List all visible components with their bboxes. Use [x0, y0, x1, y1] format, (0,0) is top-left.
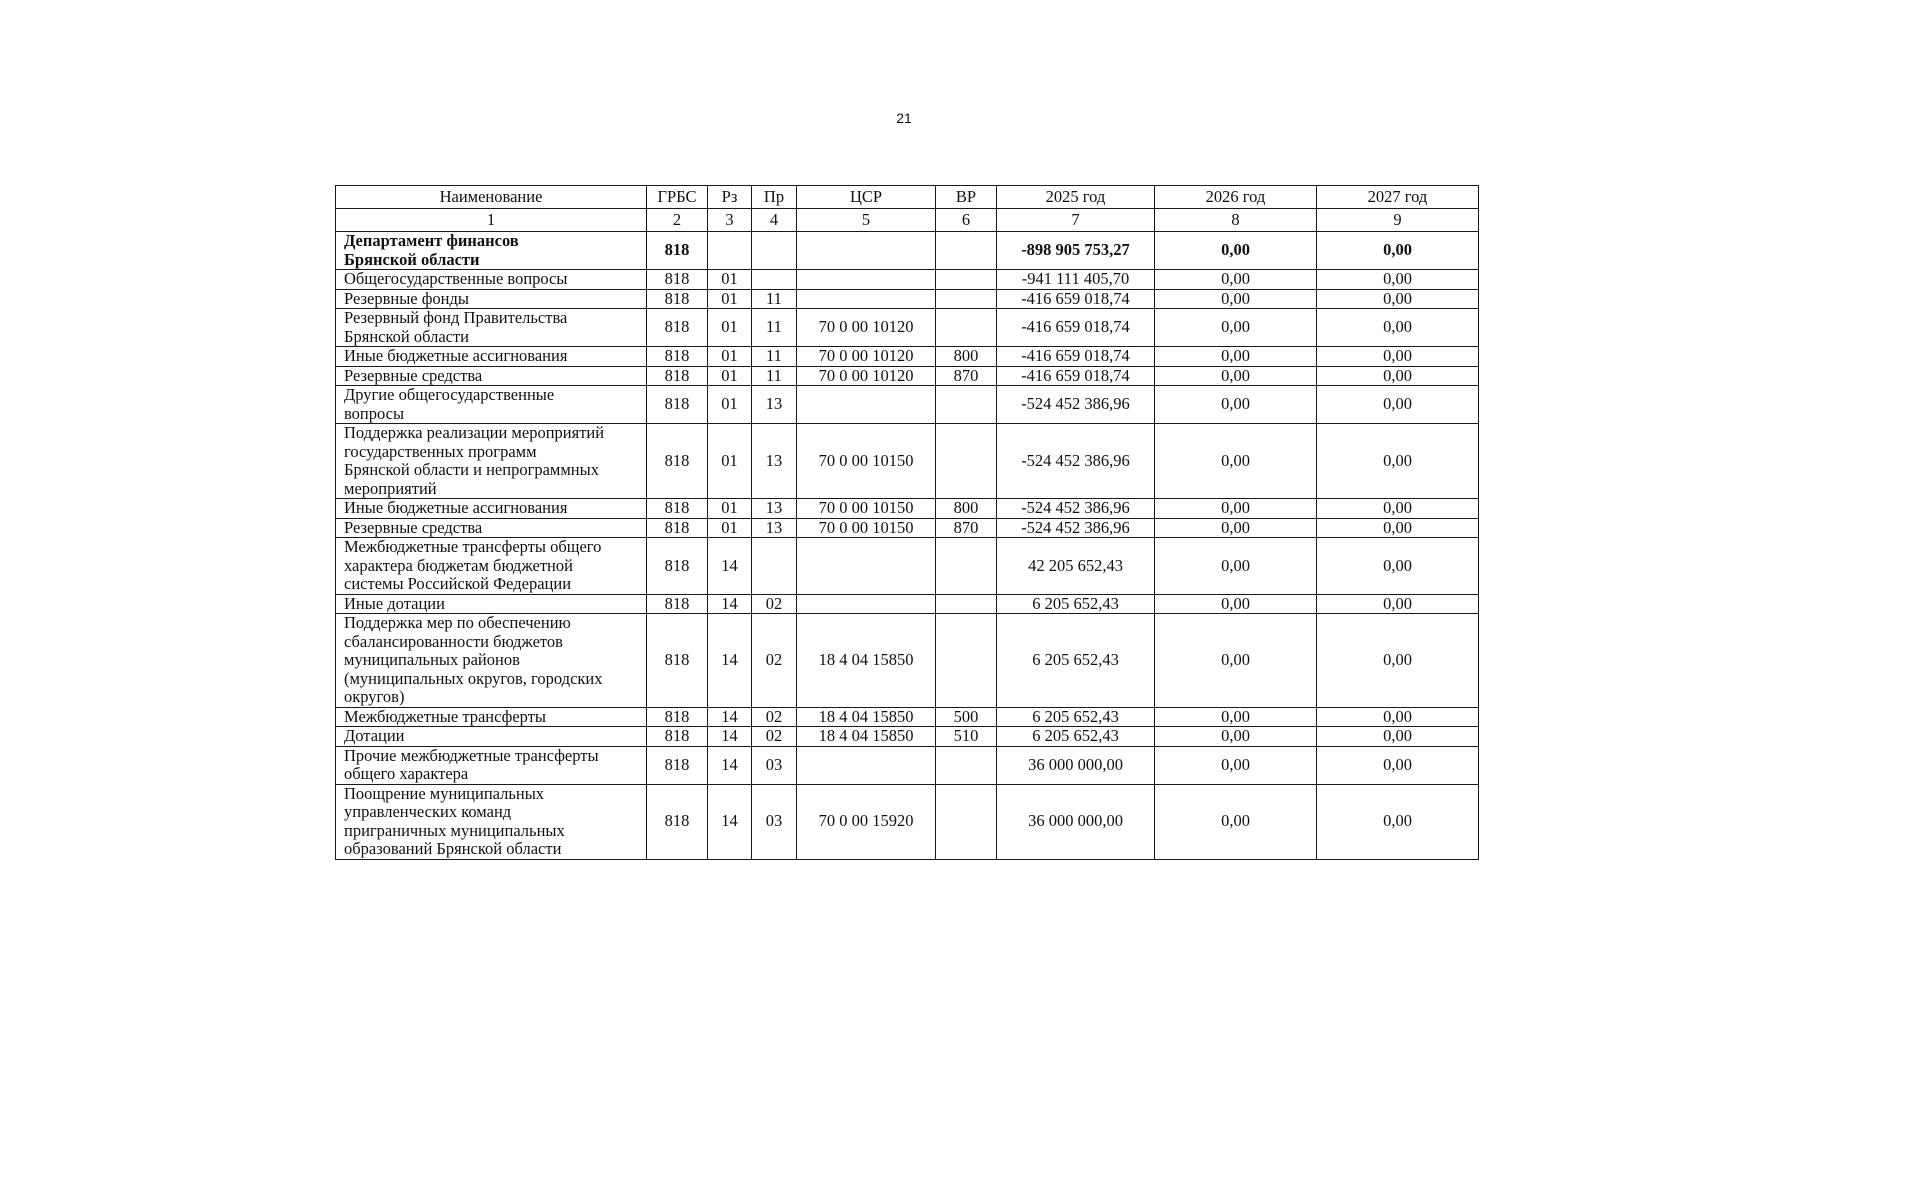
vr-cell: 800	[936, 499, 997, 519]
table-row	[336, 499, 1479, 519]
amount-2026-cell: 0,00	[1155, 727, 1317, 747]
csr-cell: 70 0 00 10120	[797, 309, 936, 347]
amount-2025-cell: -416 659 018,74	[997, 347, 1155, 367]
amount-2027-cell: 0,00	[1317, 614, 1479, 708]
vr-cell	[936, 746, 997, 784]
amount-2027-cell: 0,00	[1317, 309, 1479, 347]
name-cell: Иные дотации	[336, 594, 647, 614]
amount-2026-cell: 0,00	[1155, 232, 1317, 270]
grbs-cell: 818	[647, 424, 708, 499]
amount-2027-cell: 0,00	[1317, 289, 1479, 309]
amount-2025-cell: -941 111 405,70	[997, 270, 1155, 290]
grbs-cell: 818	[647, 386, 708, 424]
table-row	[336, 424, 1479, 499]
rz-cell: 14	[708, 707, 752, 727]
table-row	[336, 289, 1479, 309]
grbs-cell: 818	[647, 614, 708, 708]
pr-cell: 02	[752, 727, 797, 747]
header-cell: 2027 год	[1317, 186, 1479, 209]
amount-2026-cell: 0,00	[1155, 309, 1317, 347]
rz-cell: 14	[708, 538, 752, 595]
vr-cell	[936, 424, 997, 499]
amount-2025-cell: -416 659 018,74	[997, 366, 1155, 386]
table-body	[336, 186, 1479, 860]
pr-cell: 13	[752, 518, 797, 538]
amount-2025-cell: -416 659 018,74	[997, 309, 1155, 347]
amount-2025-cell: 36 000 000,00	[997, 784, 1155, 859]
table-row	[336, 347, 1479, 367]
amount-2027-cell: 0,00	[1317, 518, 1479, 538]
vr-cell	[936, 784, 997, 859]
rz-cell: 01	[708, 270, 752, 290]
column-number-cell: 1	[336, 209, 647, 232]
grbs-cell: 818	[647, 518, 708, 538]
header-cell: Наименование	[336, 186, 647, 209]
amount-2025-cell: 36 000 000,00	[997, 746, 1155, 784]
rz-cell: 01	[708, 386, 752, 424]
csr-cell	[797, 538, 936, 595]
vr-cell: 870	[936, 518, 997, 538]
rz-cell: 14	[708, 727, 752, 747]
pr-cell	[752, 232, 797, 270]
amount-2025-cell: -524 452 386,96	[997, 386, 1155, 424]
amount-2027-cell: 0,00	[1317, 784, 1479, 859]
rz-cell: 01	[708, 289, 752, 309]
pr-cell	[752, 538, 797, 595]
csr-cell: 70 0 00 10150	[797, 499, 936, 519]
amount-2027-cell: 0,00	[1317, 538, 1479, 595]
amount-2027-cell: 0,00	[1317, 232, 1479, 270]
rz-cell: 14	[708, 614, 752, 708]
csr-cell: 70 0 00 10150	[797, 424, 936, 499]
pr-cell: 13	[752, 499, 797, 519]
table-row	[336, 518, 1479, 538]
table-row	[336, 707, 1479, 727]
grbs-cell: 818	[647, 538, 708, 595]
amount-2027-cell: 0,00	[1317, 727, 1479, 747]
amount-2026-cell: 0,00	[1155, 499, 1317, 519]
vr-cell: 510	[936, 727, 997, 747]
amount-2027-cell: 0,00	[1317, 270, 1479, 290]
vr-cell	[936, 270, 997, 290]
grbs-cell: 818	[647, 232, 708, 270]
vr-cell: 870	[936, 366, 997, 386]
amount-2025-cell: 6 205 652,43	[997, 727, 1155, 747]
column-number-cell: 9	[1317, 209, 1479, 232]
amount-2027-cell: 0,00	[1317, 594, 1479, 614]
page-number: 21	[896, 110, 912, 126]
amount-2026-cell: 0,00	[1155, 366, 1317, 386]
amount-2025-cell: -898 905 753,27	[997, 232, 1155, 270]
name-cell: Резервный фонд Правительства Брянской области	[336, 309, 647, 347]
pr-cell: 13	[752, 386, 797, 424]
rz-cell: 14	[708, 784, 752, 859]
name-cell: Иные бюджетные ассигнования	[336, 347, 647, 367]
name-cell: Общегосударственные вопросы	[336, 270, 647, 290]
amount-2027-cell: 0,00	[1317, 499, 1479, 519]
vr-cell: 800	[936, 347, 997, 367]
grbs-cell: 818	[647, 270, 708, 290]
amount-2026-cell: 0,00	[1155, 594, 1317, 614]
table-row	[336, 727, 1479, 747]
table-row	[336, 538, 1479, 595]
grbs-cell: 818	[647, 289, 708, 309]
amount-2025-cell: 6 205 652,43	[997, 707, 1155, 727]
name-cell: Поддержка мер по обеспечению сбалансированности бюджетов муниципальных районов (муниципальных округов, городских округов)	[336, 614, 647, 708]
pr-cell: 02	[752, 614, 797, 708]
amount-2026-cell: 0,00	[1155, 424, 1317, 499]
pr-cell: 03	[752, 746, 797, 784]
table-row	[336, 366, 1479, 386]
amount-2026-cell: 0,00	[1155, 538, 1317, 595]
column-number-cell: 2	[647, 209, 708, 232]
pr-cell: 03	[752, 784, 797, 859]
name-cell: Другие общегосударственные вопросы	[336, 386, 647, 424]
grbs-cell: 818	[647, 309, 708, 347]
header-cell: 2025 год	[997, 186, 1155, 209]
amount-2025-cell: -524 452 386,96	[997, 424, 1155, 499]
grbs-cell: 818	[647, 594, 708, 614]
csr-cell: 70 0 00 10150	[797, 518, 936, 538]
table-row	[336, 309, 1479, 347]
csr-cell: 70 0 00 10120	[797, 366, 936, 386]
vr-cell	[936, 386, 997, 424]
pr-cell: 13	[752, 424, 797, 499]
pr-cell: 11	[752, 366, 797, 386]
grbs-cell: 818	[647, 499, 708, 519]
rz-cell: 01	[708, 366, 752, 386]
name-cell: Дотации	[336, 727, 647, 747]
amount-2027-cell: 0,00	[1317, 386, 1479, 424]
vr-cell	[936, 289, 997, 309]
csr-cell: 18 4 04 15850	[797, 707, 936, 727]
csr-cell	[797, 270, 936, 290]
csr-cell	[797, 386, 936, 424]
amount-2027-cell: 0,00	[1317, 347, 1479, 367]
name-cell: Департамент финансов Брянской области	[336, 232, 647, 270]
header-cell: Пр	[752, 186, 797, 209]
rz-cell: 01	[708, 518, 752, 538]
pr-cell: 02	[752, 707, 797, 727]
amount-2025-cell: -524 452 386,96	[997, 499, 1155, 519]
vr-cell: 500	[936, 707, 997, 727]
amount-2025-cell: 6 205 652,43	[997, 614, 1155, 708]
column-number-cell: 5	[797, 209, 936, 232]
pr-cell	[752, 270, 797, 290]
csr-cell: 18 4 04 15850	[797, 727, 936, 747]
column-number-cell: 3	[708, 209, 752, 232]
name-cell: Межбюджетные трансферты общего характера бюджетам бюджетной системы Российской Федерации	[336, 538, 647, 595]
table-row	[336, 614, 1479, 708]
grbs-cell: 818	[647, 366, 708, 386]
amount-2025-cell: 42 205 652,43	[997, 538, 1155, 595]
vr-cell	[936, 309, 997, 347]
table-row	[336, 746, 1479, 784]
amount-2025-cell: -524 452 386,96	[997, 518, 1155, 538]
amount-2026-cell: 0,00	[1155, 614, 1317, 708]
vr-cell	[936, 538, 997, 595]
vr-cell	[936, 614, 997, 708]
amount-2027-cell: 0,00	[1317, 424, 1479, 499]
name-cell: Резервные фонды	[336, 289, 647, 309]
table-row	[336, 386, 1479, 424]
header-cell: ГРБС	[647, 186, 708, 209]
amount-2026-cell: 0,00	[1155, 707, 1317, 727]
name-cell: Резервные средства	[336, 366, 647, 386]
pr-cell: 11	[752, 289, 797, 309]
header-cell: 2026 год	[1155, 186, 1317, 209]
rz-cell: 01	[708, 309, 752, 347]
rz-cell: 14	[708, 594, 752, 614]
header-cell: ЦСР	[797, 186, 936, 209]
rz-cell: 01	[708, 424, 752, 499]
csr-cell	[797, 746, 936, 784]
vr-cell	[936, 232, 997, 270]
csr-cell: 70 0 00 15920	[797, 784, 936, 859]
column-number-cell: 8	[1155, 209, 1317, 232]
grbs-cell: 818	[647, 727, 708, 747]
name-cell: Прочие межбюджетные трансферты общего характера	[336, 746, 647, 784]
table-row	[336, 594, 1479, 614]
amount-2025-cell: -416 659 018,74	[997, 289, 1155, 309]
csr-cell	[797, 232, 936, 270]
amount-2025-cell: 6 205 652,43	[997, 594, 1155, 614]
grbs-cell: 818	[647, 784, 708, 859]
name-cell: Межбюджетные трансферты	[336, 707, 647, 727]
amount-2026-cell: 0,00	[1155, 347, 1317, 367]
column-number-row	[336, 209, 1479, 232]
amount-2026-cell: 0,00	[1155, 270, 1317, 290]
table-row	[336, 784, 1479, 859]
grbs-cell: 818	[647, 746, 708, 784]
name-cell: Поддержка реализации мероприятий государственных программ Брянской области и непрограммных мероприятий	[336, 424, 647, 499]
header-cell: Рз	[708, 186, 752, 209]
rz-cell: 14	[708, 746, 752, 784]
column-number-cell: 7	[997, 209, 1155, 232]
rz-cell: 01	[708, 499, 752, 519]
vr-cell	[936, 594, 997, 614]
amount-2027-cell: 0,00	[1317, 366, 1479, 386]
grbs-cell: 818	[647, 707, 708, 727]
pr-cell: 11	[752, 309, 797, 347]
budget-table	[335, 185, 1479, 860]
name-cell: Поощрение муниципальных управленческих команд приграничных муниципальных образований Брянской области	[336, 784, 647, 859]
amount-2027-cell: 0,00	[1317, 746, 1479, 784]
amount-2026-cell: 0,00	[1155, 386, 1317, 424]
header-row	[336, 186, 1479, 209]
amount-2026-cell: 0,00	[1155, 784, 1317, 859]
pr-cell: 02	[752, 594, 797, 614]
amount-2026-cell: 0,00	[1155, 518, 1317, 538]
amount-2026-cell: 0,00	[1155, 746, 1317, 784]
pr-cell: 11	[752, 347, 797, 367]
csr-cell: 18 4 04 15850	[797, 614, 936, 708]
table-row	[336, 232, 1479, 270]
csr-cell	[797, 594, 936, 614]
amount-2026-cell: 0,00	[1155, 289, 1317, 309]
name-cell: Резервные средства	[336, 518, 647, 538]
column-number-cell: 4	[752, 209, 797, 232]
rz-cell: 01	[708, 347, 752, 367]
csr-cell	[797, 289, 936, 309]
grbs-cell: 818	[647, 347, 708, 367]
column-number-cell: 6	[936, 209, 997, 232]
rz-cell	[708, 232, 752, 270]
amount-2027-cell: 0,00	[1317, 707, 1479, 727]
header-cell: ВР	[936, 186, 997, 209]
table-row	[336, 270, 1479, 290]
name-cell: Иные бюджетные ассигнования	[336, 499, 647, 519]
csr-cell: 70 0 00 10120	[797, 347, 936, 367]
